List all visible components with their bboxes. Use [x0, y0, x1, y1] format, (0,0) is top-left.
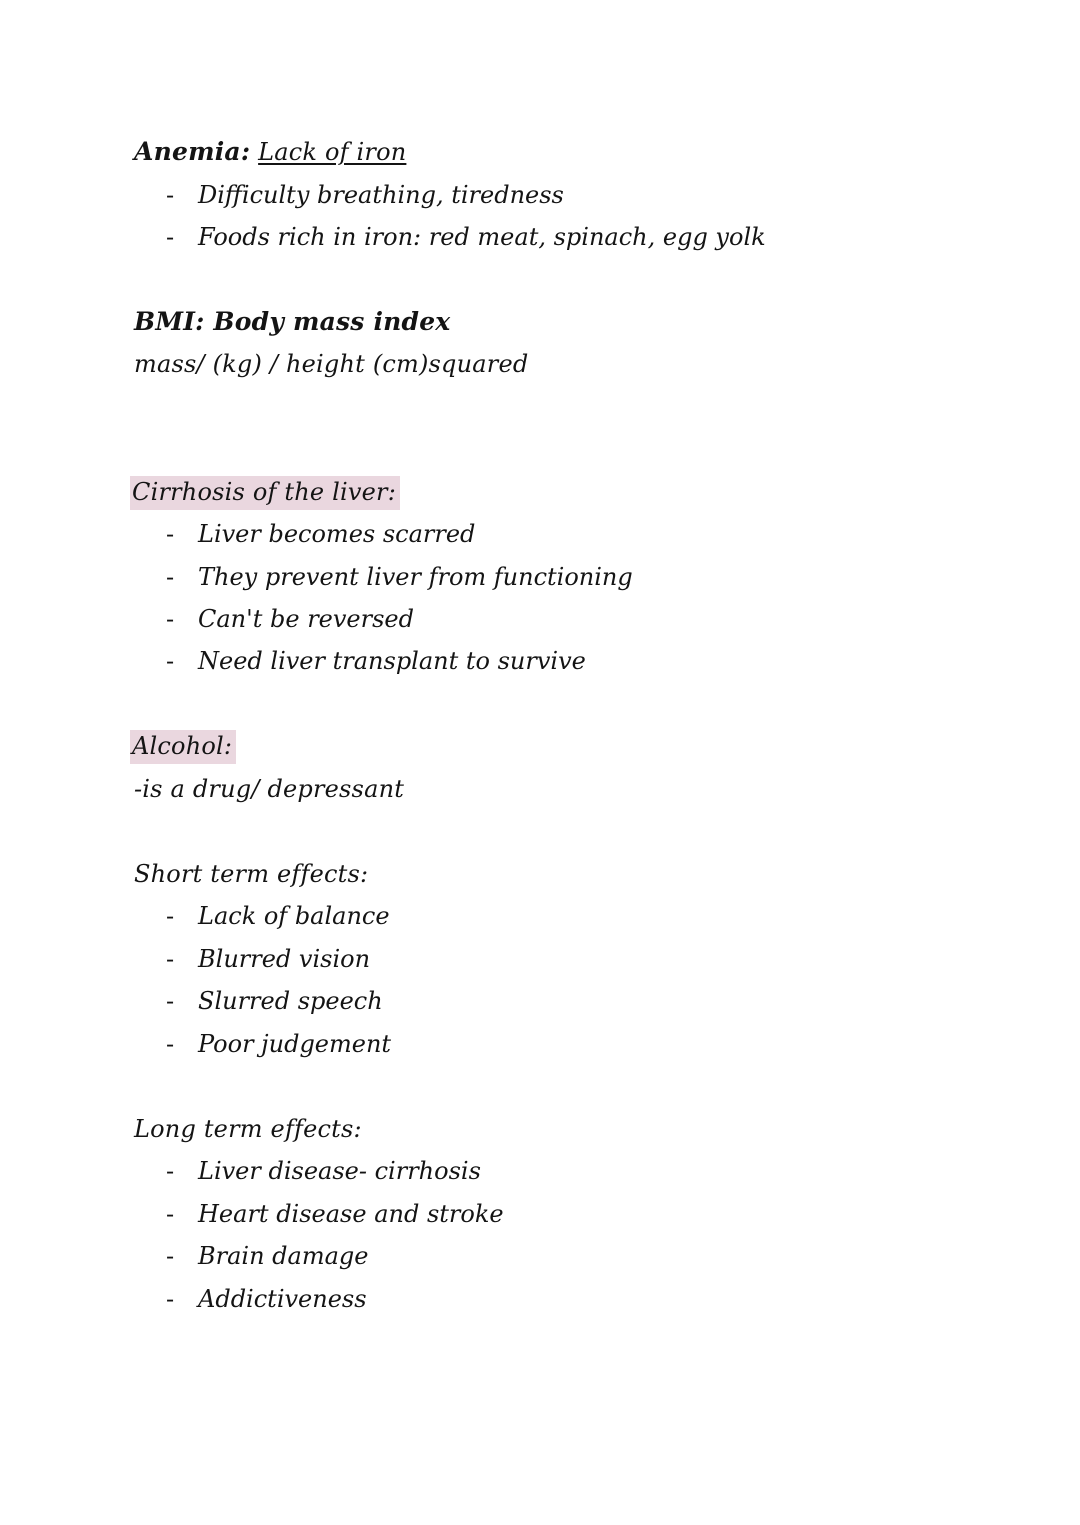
list-item	[166, 645, 586, 677]
list-item-text: Lack of balance	[198, 902, 390, 930]
list-item	[166, 1155, 481, 1187]
bmi-formula: mass/ (kg) / height (cm)squared	[134, 350, 529, 378]
list-item	[166, 985, 383, 1017]
list-item-text: Addictiveness	[198, 1285, 367, 1313]
dash-marker: -	[166, 1157, 175, 1185]
list-item	[166, 518, 475, 550]
list-item	[166, 1198, 504, 1230]
dash-marker: -	[166, 563, 175, 591]
alcohol-description: -is a drug/ depressant	[134, 775, 405, 803]
list-item	[166, 561, 633, 593]
dash-marker: -	[166, 987, 175, 1015]
dash-marker: -	[166, 1242, 175, 1270]
anemia-subtitle: Lack of iron	[258, 138, 407, 166]
dash-marker: -	[166, 181, 175, 209]
list-item	[166, 179, 564, 211]
list-item-text: Liver becomes scarred	[198, 520, 476, 548]
list-item	[166, 1240, 368, 1272]
alcohol-title: Alcohol:	[130, 730, 236, 764]
list-item-text: Blurred vision	[198, 945, 371, 973]
list-item-text: Liver disease- cirrhosis	[198, 1157, 481, 1185]
list-item	[166, 1028, 391, 1060]
list-item-text: Can't be reversed	[198, 605, 414, 633]
short-term-title: Short term effects:	[134, 860, 369, 888]
list-item-text: Need liver transplant to survive	[198, 647, 586, 675]
dash-marker: -	[166, 1200, 175, 1228]
anemia-title: Anemia:	[134, 137, 251, 166]
dash-marker: -	[166, 945, 175, 973]
list-item	[166, 603, 414, 635]
dash-marker: -	[166, 605, 175, 633]
alcohol-heading	[134, 730, 236, 762]
cirrhosis-heading	[134, 476, 400, 508]
list-item	[166, 943, 370, 975]
list-item	[166, 1283, 367, 1315]
list-item	[166, 221, 766, 253]
list-item-text: Poor judgement	[198, 1030, 392, 1058]
dash-marker: -	[166, 1285, 175, 1313]
dash-marker: -	[166, 223, 175, 251]
cirrhosis-title: Cirrhosis of the liver:	[130, 476, 400, 510]
long-term-title: Long term effects:	[134, 1115, 362, 1143]
dash-marker: -	[166, 1030, 175, 1058]
list-item-text: They prevent liver from functioning	[198, 563, 633, 591]
anemia-heading	[134, 136, 406, 168]
dash-marker: -	[166, 647, 175, 675]
list-item-text: Foods rich in iron: red meat, spinach, egg yolk	[198, 223, 766, 251]
list-item-text: Slurred speech	[198, 987, 383, 1015]
list-item	[166, 900, 390, 932]
list-item-text: Difficulty breathing, tiredness	[198, 181, 564, 209]
list-item-text: Heart disease and stroke	[198, 1200, 504, 1228]
dash-marker: -	[166, 902, 175, 930]
list-item-text: Brain damage	[198, 1242, 369, 1270]
bmi-title: BMI: Body mass index	[134, 307, 451, 336]
dash-marker: -	[166, 520, 175, 548]
